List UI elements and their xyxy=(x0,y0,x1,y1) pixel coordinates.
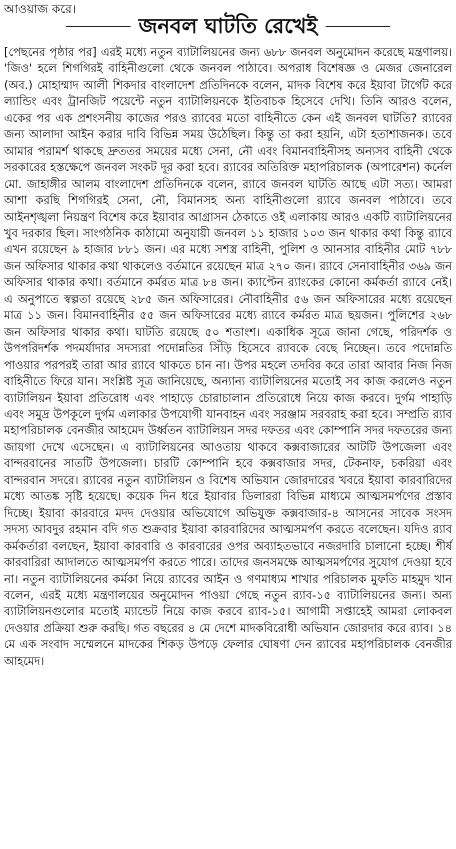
article-headline: জনবল ঘাটতি রেখেই xyxy=(131,10,326,42)
article-paragraph xyxy=(4,44,452,669)
continued-from-label: [পেছনের পৃষ্ঠার পর] xyxy=(4,45,97,59)
paragraph-text: এরই মধ্যে নতুন ব্যাটালিয়নের জন্য ৬৮৮ জনবল অনুমোদন করেছে মন্ত্রণালয়। 'জিও' হলে শিগগিরই বাহিনীগুলো থেকে জনবল পাঠাবে। অপরাধ বিশেষজ্ঞ ও মেজর জেনারেল (অব.) মোহাম্মাদ আলী শিকদার বাংলাদেশ প্রতিদিনকে বলেন, মাদক বিশেষ করে ইয়াবা টার্গেট করে ল্যান্ডিং এবং ট্রানজিট পয়েন্টে নতুন ব্যাটালিয়নকে ইতিবাচক হিসেবে দেখি। তিনি আরও বলেন, একের পর এক প্রশংসনীয় কাজের পরও র‍্যাবের মতো বাহিনীতে কেন এই জনবল ঘাটতি? র‍্যাবের জন্য আলাদা আইন করার দাবি বিভিন্ন সময় উঠেছিল। কিন্তু তা করা হয়নি, এটা হতাশাজনক। তবে আমার পরামর্শ থাকছে দ্রুততর সময়ের মধ্যে সেনা, নৌ এবং বিমানবাহিনীসহ অন্যসব বাহিনী থেকে সরকারের হস্তক্ষেপে জনবল সংকট দূর করা হবে। র‍্যাবের অতিরিক্ত মহাপরিচালক (অপারেশন) কর্নেল মো. জাহাঙ্গীর আলম বাংলাদেশ প্রতিদিনকে বলেন, র‍্যাবে জনবল ঘাটতি আছে এটা সত্য। আমরা আশা করছি শিগগিরই সেনা, নৌ, বিমানসহ অন্য বাহিনীগুলো র‍্যাবে জনবল পাঠাবে। তবে আইনশৃঙ্খলা নিয়ন্ত্রণ বিশেষ করে ইয়াবার আগ্রাসন ঠেকাতে ওই এলাকায় আরও একটি ব্যাটালিয়নের খুব দরকার ছিল। সাংগঠনিক কাঠামো অনুযায়ী জনবল ১১ হাজার ১০৩ জন থাকার কথা কিন্তু র‍্যাবে এখন রয়েছেন ৯ হাজার ৮৮১ জন। এর মধ্যে সশস্ত্র বাহিনী, পুলিশ ও আনসার বাহিনীর মোট ৭৮৮ জন অফিসার থাকার কথা থাকলেও বর্তমানে রয়েছেন মাত্র ২৭০ জন। র‍্যাবে সেনাবাহিনীর ৩৬৯ জন অফিসার থাকার কথা। বর্তমানে কর্মরত মাত্র ৮৪ জন। ক্যাপ্টেন র‍্যাংকের কোনো কর্মকর্তা র‍্যাবে নেই। এ অনুপাতে স্বল্পতা রয়েছে ২৮৫ জন অফিসারের। নৌবাহিনীর ৫৬ জন অফিসারের মধ্যে রয়েছেন মাত্র ১১ জন। বিমানবাহিনীর ৫৫ জন অফিসারের মধ্যে র‍্যাবে কর্মরত মাত্র ছয়জন। পুলিশের ২৬৮ জন অফিসার থাকার কথা। ঘাটতি রয়েছে ৫০ শতাংশ। একাধিক সূত্রে জানা গেছে, পরিদর্শক ও উপপরিদর্শক পদমর্যাদার সদস্যরা পদোন্নতির সিঁড়ি হিসেবে র‍্যাবকে বেছে নিচ্ছেন। তবে পদোন্নতি পাওয়ার পরপরই তারা আর র‍্যাবে থাকতে চান না। উপর মহলে তদবির করে তারা আবার নিজ নিজ বাহিনীতে ফিরে যান। সংশ্লিষ্ট সূত্র জানিয়েছে, অন্যান্য ব্যাটালিয়নের মতোই সব কাজ করলেও নতুন ব্যাটালিয়ন ইয়াবা প্রতিরোধ এবং পাহাড়ে চোরাচালান প্রতিরোধে নিয়ে কাজ করবে। দুর্গম পাহাড়ি এবং সমুদ্র উপকূলে দুর্গম এলাকার উপযোগী যানবাহন এবং সরঞ্জাম সরবরাহ করা হবে। সম্প্রতি র‍্যাব মহাপরিচালক বেনজীর আহমেদ উর্ধ্বতন ব্যাটালিয়ন সদর দফতর এবং কোম্পানি সদর দফতরের জন্য জায়গা দেখে এসেছেন। এ ব্যাটালিয়নের আওতায় থাকবে কক্সবাজারের আটটি উপজেলা এবং বান্দরবানের সাতটি উপজেলা। চারটি কোম্পানি হবে কক্সবাজার সদর, টেকনাফ, চকরিয়া এবং বান্দরবান সদরে। র‍্যাবের নতুন ব্যাটালিয়ন ও বিশেষ অভিযান জোরদারের খবরে ইয়াবা কারবারিদের মধ্যে আতঙ্ক সৃষ্টি হয়েছে। কয়েক দিন ধরে ইয়াবার ডিলাররা বিভিন্ন মাধ্যমে আত্মসমর্পণের প্রস্তাব দিচ্ছে। ইয়াবা কারবারে মদদ দেওয়ার অভিযোগে অভিযুক্ত কক্সবাজার-৪ আসনের সাবেক সংসদ সদস্য আবদুর রহমান বদি গত শুক্রবার ইয়াবা কারবারিদের আত্মসমর্পণ করতে বলেছেন। যদিও র‍্যাব কর্মকর্তারা বলছেন, ইয়াবা কারবারি ও কারবারের ওপর অব্যাহতভাবে নজরদারি চালানো হচ্ছে। শীর্ষ কারবারিরা আদালতে আত্মসমর্পণ করতে পারে। তাদের জনসমক্ষে আত্মসমর্পণের সুযোগ দেওয়া হবে না। নতুন ব্যাটালিয়নের কর্মকা নিয়ে র‍্যাবের আইন ও গণমাধ্যম শাখার পরিচালক মুফতি মাহমুদ খান বলেন, এরই মধ্যে মন্ত্রণালয়ের অনুমোদন পাওয়া গেছে নতুন র‍্যাব-১৫ ব্যাটালিয়নের জন্য। অন্য ব্যাটালিয়নগুলোর মতোই ম্যান্ডেট নিয়ে কাজ করবে র‍্যাব-১৫। আগামী সপ্তাহেই আমরা লোকবল দেওয়ার প্রক্রিয়া শুরু করছি। গত বছরের ৪ মে দেশে মাদকবিরোধী অভিযান জোরদার করে র‍্যাব। ১৪ মে এক সংবাদ সম্মেলনে মাদকের শিকড় উপড়ে ফেলার ঘোষণা দেন র‍্যাবের মহাপরিচালক বেনজীর আহমেদ। xyxy=(4,45,453,668)
previous-article-fragment: আওয়াজ করে। xyxy=(4,2,77,16)
article-body xyxy=(4,44,452,669)
headline-block xyxy=(0,10,456,44)
